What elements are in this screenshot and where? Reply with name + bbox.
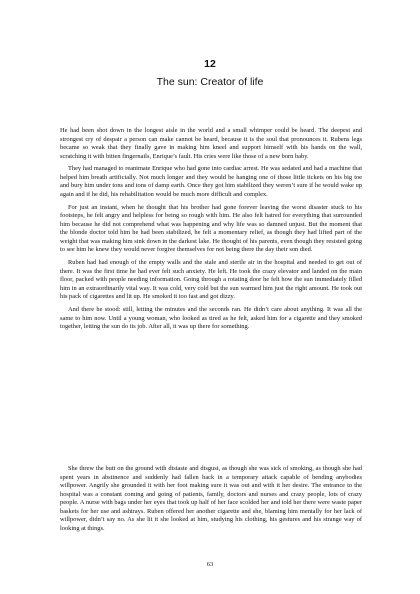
page-number: 63 bbox=[206, 561, 214, 568]
paragraph: And there he stood: still, letting the minutes and the seconds ran. He didn’t care about anything. It was all the same to him now. Until a young woman, who looked as tired as he felt, asked him for a cigarette and they smoked together, letting the sun do its job. After all, it was up there for something. bbox=[60, 306, 362, 331]
paragraph: Ruben had had enough of the empty walls and the stale and sterile air in the hospital and needed to get out of there. It was the first time he had ever felt such anxiety. He left. He took the crazy elevator and landed on the main floor, packed with people needing information. Going through a rotating door he felt how the sun immediately filled him in an extraordinarily vital way. It was cold, very cold but the sun warmed him just the right amount. He took out his pack of cigarettes and lit up. He smoked it too fast and got dizzy. bbox=[60, 259, 362, 301]
body-text-section-1 bbox=[60, 127, 362, 336]
paragraph: They had managed to reanimate Enrique who had gone into cardiac arrest. He was sedated and had a machine that helped him breath artificially. Not much longer and they would be hanging one of those little tickets on his big toe and bury him under tons and tons of damp earth. Once they got him stabilized they weren’t sure if he would wake up again and if he did, his rehabilitation would be much more difficult and complex. bbox=[60, 165, 362, 199]
paragraph: She threw the butt on the ground with distaste and disgust, as though she was sick of smoking, as though she had spent years in abstinence and suddenly had fallen back in a temporary attack capable of bending anybodies willpower. Angrily she grounded it with her foot making sure it was out and with it her desire. The entrance to the hospital was a constant coming and going of patients, family, doctors and nurses and crazy people, lots of crazy people. A nurse with bags under her eyes that took up half of her face scolded her and told her there were waste paper baskets for her use and ashtrays. Ruben offered her another cigarette and she, blaming him mentally for her lack of willpower, didn’t say no. As she lit it she looked at him, studying his clothing, his gestures and his strange way of looking at things. bbox=[60, 465, 362, 532]
paragraph: For just an instant, when he thought that his brother had gone forever leaving the worst disaster stuck to his footsteps, he felt angry and helpless for being so rough with him. He also felt hatred for everything that surrounded him because he did not comprehend what was happening and why life was so damned unjust. But the moment that the blonde doctor told him he had been stabilized, he felt a momentary relief, as though they had lifted part of the weight that was making him sink down in the darkest lake. He thought of his parents, even though they resisted going to see him he knew they would never forgive themselves for not being there the day their son died. bbox=[60, 203, 362, 254]
paragraph: He had been shot down in the longest aisle in the world and a small whimper could be heard. The deepest and strongest cry of despair a person can make cannot be heard, because it is the soul that pronounces it. Rubens legs became so weak that they finally gave in making him kneel and support himself with his hands on the wall, scratching it with bitten fingernails, Enrique’s fault. His cries were like those of a new born baby. bbox=[60, 127, 362, 160]
chapter-number: 12 bbox=[204, 58, 216, 70]
body-text-section-2 bbox=[60, 465, 362, 538]
chapter-title: The sun: Creator of life bbox=[156, 76, 264, 88]
